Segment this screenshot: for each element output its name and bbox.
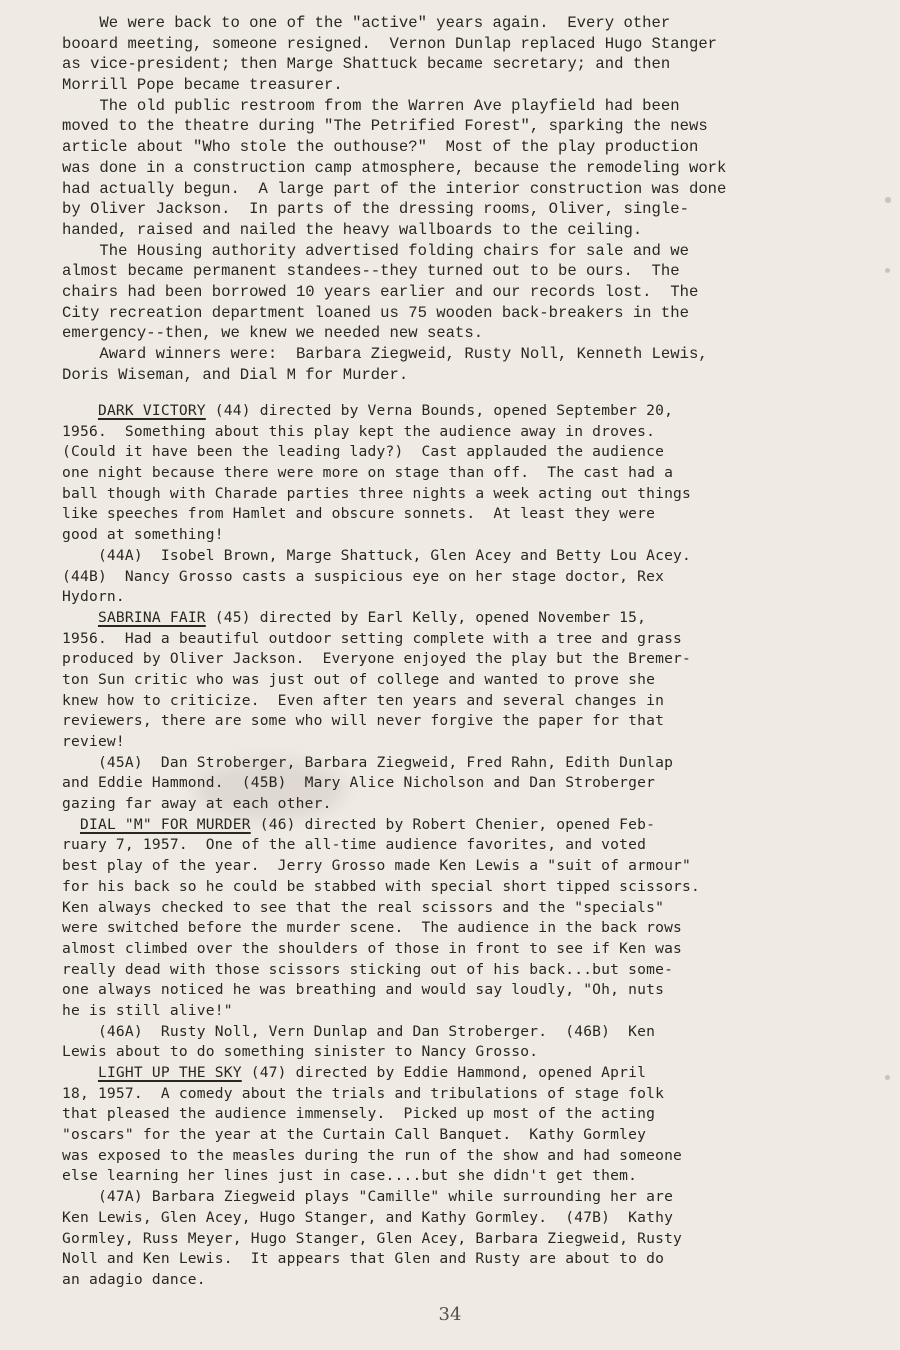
- play-text-line: ruary 7, 1957. One of the all-time audience favorites, and voted: [62, 836, 647, 854]
- play-title: DARK VICTORY: [97, 402, 206, 419]
- play-text-line: an adagio dance.: [62, 1270, 206, 1288]
- play-first-line: [62, 401, 796, 422]
- indent: [62, 816, 80, 833]
- play-credit: (44) directed by Verna Bounds, opened September 20,: [205, 402, 674, 419]
- play-text-line: was exposed to the measles during the run of the show and had someone: [62, 1146, 683, 1164]
- binding-hole-mark: [885, 268, 890, 273]
- intro-line: as vice-president; then Marge Shattuck became secretary; and then: [62, 55, 671, 74]
- intro-line: The Housing authority advertised folding chairs for sale and we: [62, 241, 689, 260]
- intro-line: handed, raised and nailed the heavy wallboards to the ceiling.: [62, 220, 643, 239]
- play-title: SABRINA FAIR: [97, 608, 206, 626]
- play-entry: [62, 608, 796, 815]
- play-first-line: [62, 608, 796, 629]
- play-text-line: else learning her lines just in case....but she didn't get them.: [62, 1167, 638, 1185]
- play-text-line: Noll and Ken Lewis. It appears that Glen and Rusty are about to do: [62, 1250, 665, 1268]
- play-entry: [62, 1063, 796, 1291]
- page-number: 34: [438, 1304, 462, 1325]
- play-text-line: Lewis about to do something sinister to Nancy Grosso.: [62, 1043, 539, 1061]
- intro-section: [62, 13, 796, 385]
- intro-line: almost became permanent standees--they turned out to be ours. The: [62, 262, 680, 281]
- play-text-line: and Eddie Hammond. (45B) Mary Alice Nicholson and Dan Stroberger: [62, 774, 656, 792]
- indent: [62, 609, 98, 626]
- play-text-line: (46A) Rusty Noll, Vern Dunlap and Dan Stroberger. (46B) Ken: [62, 1022, 656, 1040]
- play-text-line: (44B) Nancy Grosso casts a suspicious eye on her stage doctor, Rex: [62, 567, 665, 585]
- intro-line: City recreation department loaned us 75 wooden back-breakers in the: [62, 303, 689, 322]
- binding-hole-mark: [885, 197, 891, 203]
- play-text-line: best play of the year. Jerry Grosso made Ken Lewis a "suit of armour": [62, 857, 692, 875]
- intro-line: by Oliver Jackson. In parts of the dressing rooms, Oliver, single-: [62, 200, 689, 219]
- plays-section: [62, 401, 796, 1291]
- play-text-line: Hydorn.: [62, 588, 125, 606]
- intro-line: The old public restroom from the Warren Ave playfield had been: [62, 96, 680, 115]
- play-text-line: (Could it have been the leading lady?) Cast applauded the audience: [62, 443, 665, 461]
- play-text-line: good at something!: [62, 526, 224, 544]
- play-title: DIAL "M" FOR MURDER: [79, 815, 251, 833]
- play-entry: [62, 815, 796, 1063]
- intro-line: was done in a construction camp atmosphere, because the remodeling work: [62, 158, 727, 177]
- intro-line: We were back to one of the "active" years again. Every other: [62, 14, 671, 32]
- play-text-line: like speeches from Hamlet and obscure sonnets. At least they were: [62, 505, 656, 523]
- play-text-line: one always noticed he was breathing and would say loudly, "Oh, nuts: [62, 981, 665, 999]
- play-text-line: Ken Lewis, Glen Acey, Hugo Stanger, and Kathy Gormley. (47B) Kathy: [62, 1208, 674, 1226]
- intro-line: moved to the theatre during "The Petrified Forest", sparking the news: [62, 117, 708, 136]
- play-first-line: [62, 1063, 796, 1084]
- play-text-line: Ken always checked to see that the real scissors and the "specials": [62, 898, 665, 916]
- intro-line: had actually begun. A large part of the interior construction was done: [62, 179, 727, 198]
- play-text-line: review!: [62, 733, 125, 750]
- play-entry: [62, 401, 796, 608]
- intro-line: chairs had been borrowed 10 years earlier and our records lost. The: [62, 282, 699, 301]
- play-text-line: he is still alive!": [62, 1001, 233, 1019]
- intro-line: Award winners were: Barbara Ziegweid, Rusty Noll, Kenneth Lewis,: [62, 345, 708, 363]
- play-text-line: were switched before the murder scene. The audience in the back rows: [62, 919, 683, 937]
- play-text-line: for his back so he could be stabbed with special short tipped scissors.: [62, 877, 701, 895]
- play-text-line: 1956. Something about this play kept the audience away in droves.: [62, 422, 656, 440]
- play-text-line: reviewers, there are some who will never forgive the paper for that: [62, 712, 665, 730]
- play-text-line: really dead with those scissors sticking out of his back...but some-: [62, 960, 674, 978]
- play-credit: (46) directed by Robert Chenier, opened Feb-: [250, 815, 656, 833]
- intro-line: Doris Wiseman, and Dial M for Murder.: [62, 365, 409, 384]
- play-title: LIGHT UP THE SKY: [97, 1064, 242, 1081]
- intro-line: booard meeting, someone resigned. Vernon Dunlap replaced Hugo Stanger: [62, 34, 718, 53]
- intro-line: emergency--then, we knew we needed new seats.: [62, 324, 484, 343]
- indent: [62, 402, 98, 419]
- play-text-line: Gormley, Russ Meyer, Hugo Stanger, Glen Acey, Barbara Ziegweid, Rusty: [62, 1229, 683, 1247]
- play-text-line: (44A) Isobel Brown, Marge Shattuck, Glen Acey and Betty Lou Acey.: [62, 546, 692, 564]
- play-text-line: (45A) Dan Stroberger, Barbara Ziegweid, Fred Rahn, Edith Dunlap: [62, 753, 674, 771]
- play-text-line: "oscars" for the year at the Curtain Call Banquet. Kathy Gormley: [62, 1126, 647, 1144]
- play-text-line: knew how to criticize. Even after ten years and several changes in: [62, 691, 665, 709]
- play-text-line: ton Sun critic who was just out of college and wanted to prove she: [62, 670, 656, 688]
- indent: [62, 1064, 98, 1081]
- play-credit: (45) directed by Earl Kelly, opened November 15,: [205, 608, 647, 626]
- play-text-line: one night because there were more on stage than off. The cast had a: [62, 464, 674, 482]
- intro-line: article about "Who stole the outhouse?" Most of the play production: [62, 138, 699, 157]
- intro-line: Morrill Pope became treasurer.: [62, 76, 343, 95]
- play-text-line: that pleased the audience immensely. Picked up most of the acting: [62, 1105, 656, 1123]
- play-text-line: almost climbed over the shoulders of those in front to see if Ken was: [62, 939, 683, 957]
- play-text-line: gazing far away at each other.: [62, 795, 332, 813]
- play-text-line: 18, 1957. A comedy about the trials and tribulations of stage folk: [62, 1084, 665, 1102]
- play-text-line: (47A) Barbara Ziegweid plays "Camille" while surrounding her are: [62, 1188, 674, 1206]
- play-first-line: [62, 815, 796, 836]
- play-text-line: 1956. Had a beautiful outdoor setting complete with a tree and grass: [62, 629, 683, 647]
- play-credit: (47) directed by Eddie Hammond, opened April: [241, 1064, 647, 1081]
- binding-hole-mark: [885, 1075, 890, 1080]
- play-text-line: ball though with Charade parties three nights a week acting out things: [62, 484, 692, 502]
- play-text-line: produced by Oliver Jackson. Everyone enjoyed the play but the Bremer-: [62, 650, 692, 668]
